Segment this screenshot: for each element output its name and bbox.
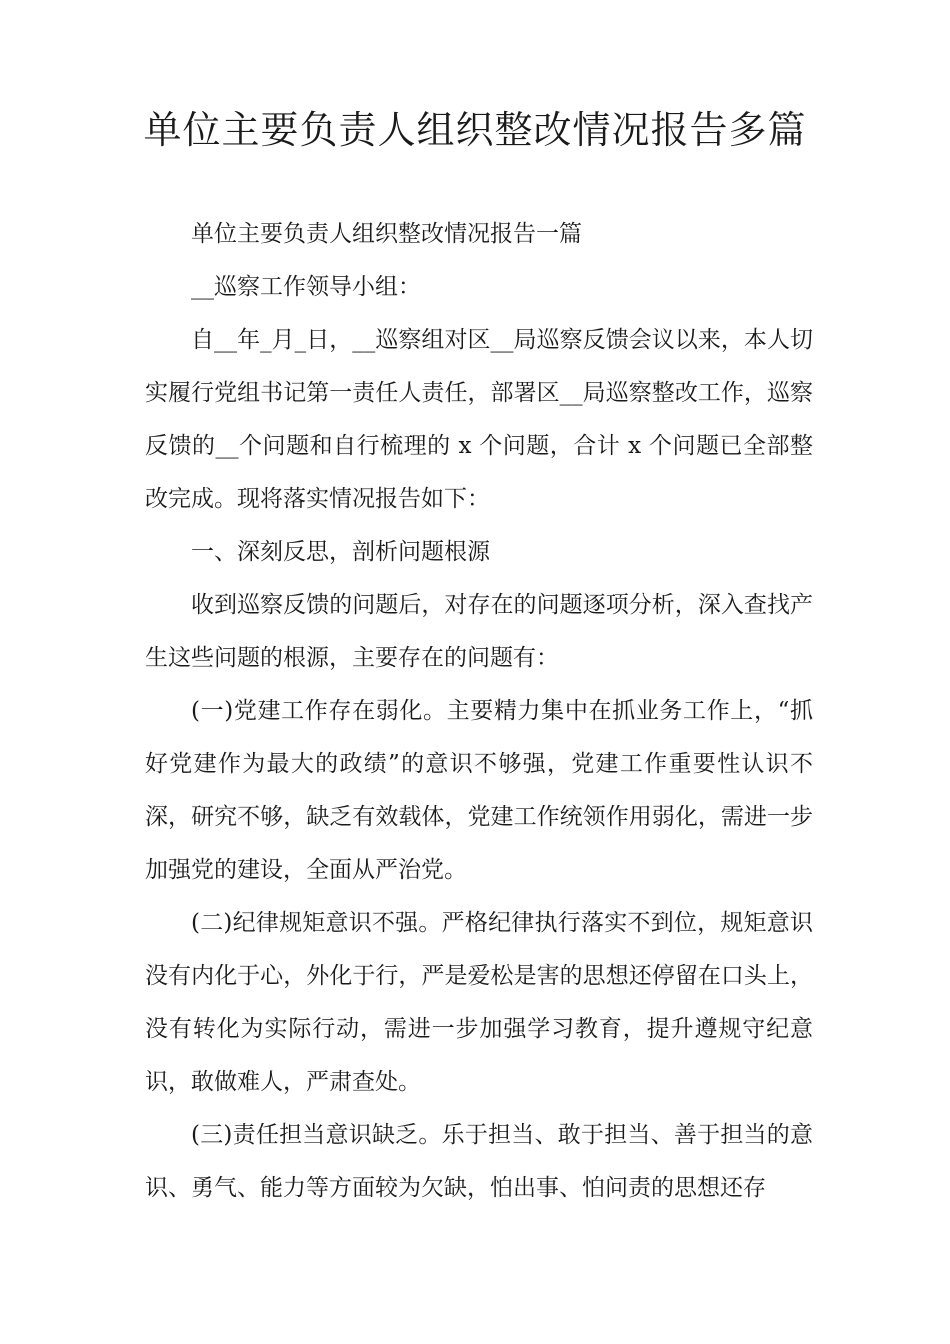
document-title: 单位主要负责人组织整改情况报告多篇 — [143, 108, 807, 152]
section-heading: 单位主要负责人组织整改情况报告一篇 — [191, 221, 582, 247]
body-paragraph: 自__年_月_日，__巡察组对区__局巡察反馈会议以来，本人切实履行党组书记第一责任人责任，部署区__局巡察整改工作，巡察反馈的__个问题和自行梳理的 x 个问题，合计 x 个问题已全部整改完成。现将落实情况报告如下： — [145, 327, 813, 512]
body-paragraph: (一)党建工作存在弱化。主要精力集中在抓业务工作上，“抓好党建作为最大的政绩”的意识不够强，党建工作重要性认识不深，研究不够，缺乏有效载体，党建工作统领作用弱化，需进一步加强党的建设，全面从严治党。 — [145, 698, 813, 883]
body-paragraph: 收到巡察反馈的问题后，对存在的问题逐项分析，深入查找产生这些问题的根源，主要存在的问题有： — [145, 592, 813, 671]
body-paragraph: (三)责任担当意识缺乏。乐于担当、敢于担当、善于担当的意识、勇气、能力等方面较为欠缺，怕出事、怕问责的思想还存 — [145, 1122, 813, 1201]
salutation: __巡察工作领导小组： — [191, 274, 421, 300]
section-heading: 一、深刻反思，剖析问题根源 — [191, 539, 490, 565]
body-paragraph: (二)纪律规矩意识不强。严格纪律执行落实不到位，规矩意识没有内化于心，外化于行，严是爱松是害的思想还停留在口头上，没有转化为实际行动，需进一步加强学习教育，提升遵规守纪意识，敢做难人，严肃查处。 — [145, 910, 813, 1095]
document-body — [145, 208, 813, 1215]
